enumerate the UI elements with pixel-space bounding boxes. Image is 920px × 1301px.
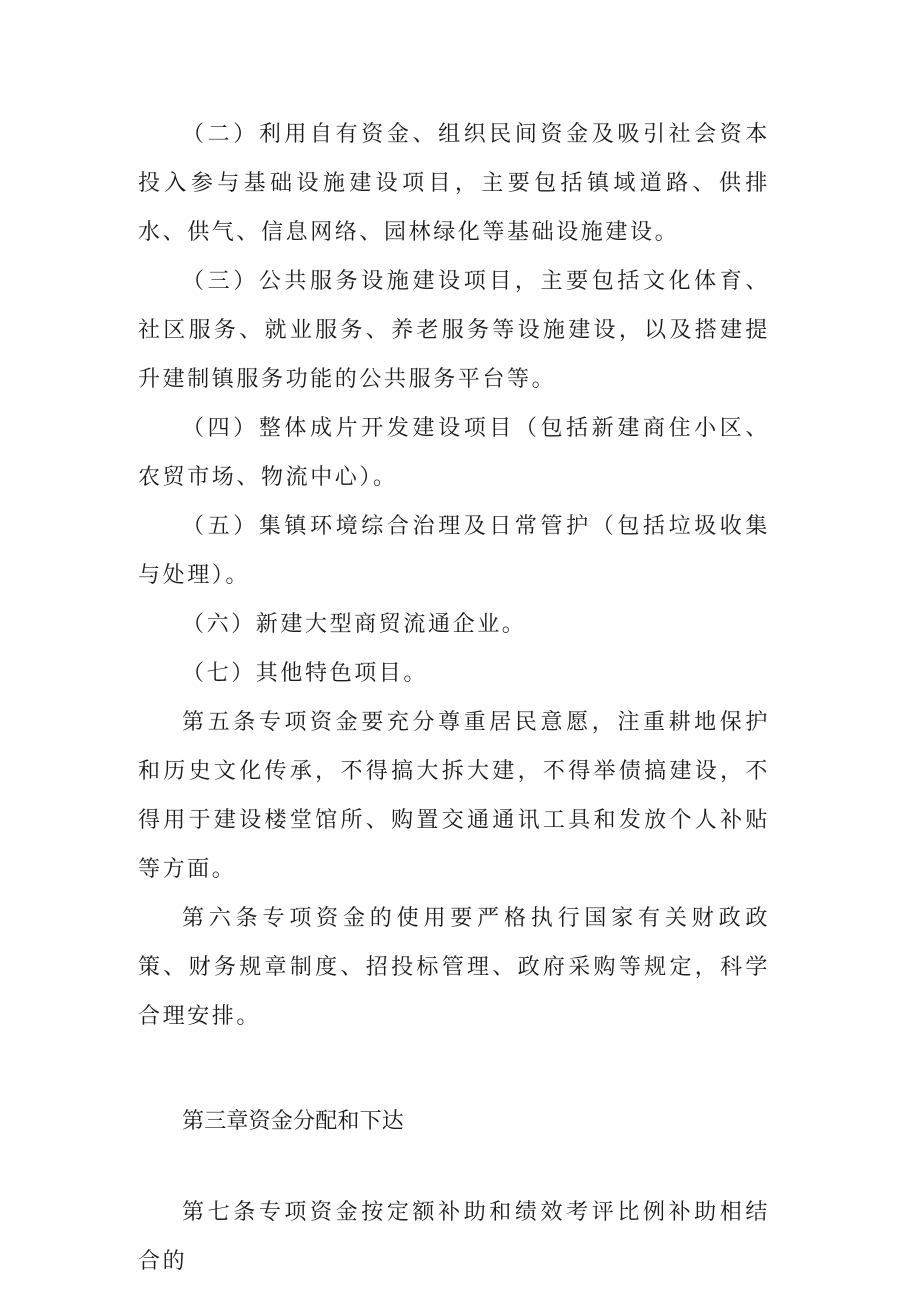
paragraph-item-3: （三）公共服务设施建设项目，主要包括文化体育、社区服务、就业服务、养老服务等设施建设，以及搭建提升建制镇服务功能的公共服务平台等。 (138, 269, 770, 392)
section-spacer (138, 1146, 770, 1188)
article-6: 第六条专项资金的使用要严格执行国家有关财政政策、财务规章制度、招投标管理、政府采购等规定，科学合理安排。 (138, 906, 770, 1029)
chapter-heading: 第三章资金分配和下达 (182, 1109, 405, 1134)
paragraph-item-4: （四）整体成片开发建设项目（包括新建商住小区、农贸市场、物流中心）。 (138, 416, 770, 490)
paragraph-item-7: （七）其他特色项目。 (182, 661, 429, 686)
paragraph-item-5: （五）集镇环境综合治理及日常管护（包括垃圾收集与处理）。 (138, 514, 770, 588)
article-7: 第七条专项资金按定额补助和绩效考评比例补助相结合的 (138, 1200, 770, 1274)
paragraph-item-2: （二）利用自有资金、组织民间资金及吸引社会资本投入参与基础设施建设项目，主要包括镇域道路、供排水、供气、信息网络、园林绿化等基础设施建设。 (138, 122, 770, 245)
article-5: 第五条专项资金要充分尊重居民意愿，注重耕地保护和历史文化传承，不得搞大拆大建，不得举债搞建设，不得用于建设楼堂馆所、购置交通通讯工具和发放个人补贴等方面。 (138, 710, 770, 882)
paragraph-item-6: （六）新建大型商贸流通企业。 (182, 612, 527, 637)
document-body (138, 110, 770, 1286)
section-spacer (138, 1041, 770, 1097)
